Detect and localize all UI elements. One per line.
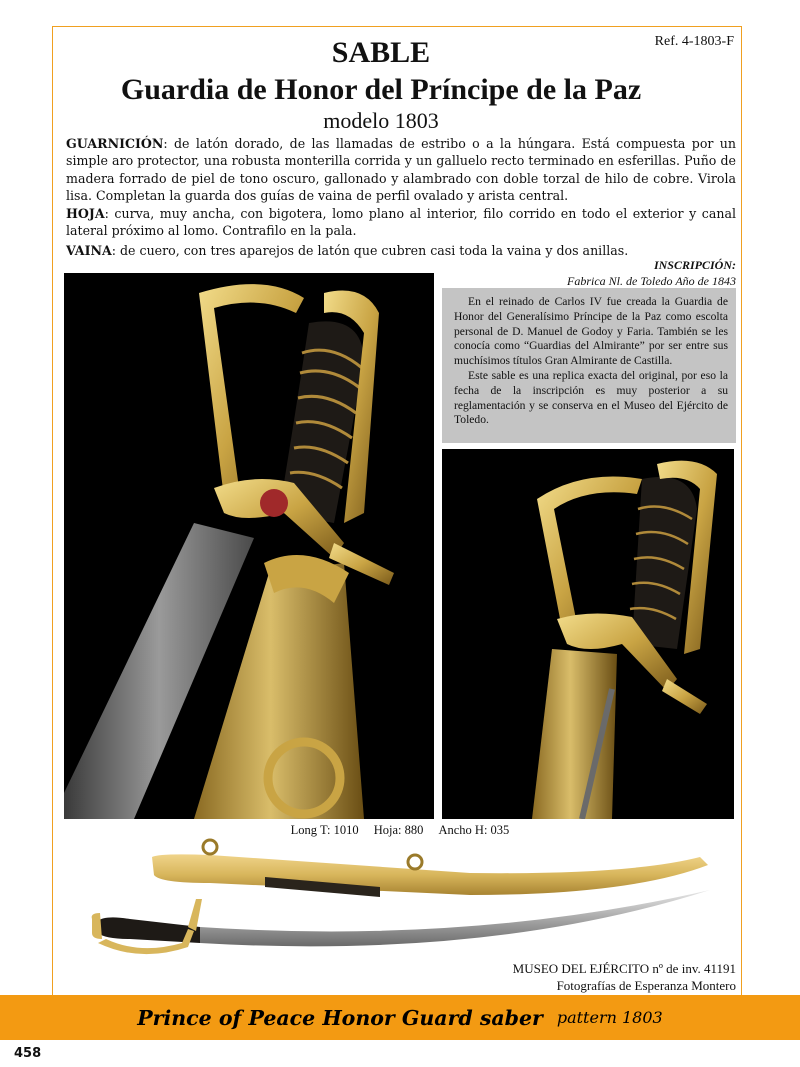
page-number: 458 [14, 1046, 42, 1061]
guarnicion-paragraph [66, 135, 736, 205]
hoja-label: HOJA [66, 205, 105, 221]
hilt-illustration-small [442, 449, 734, 819]
guarnicion-label: GUARNICIÓN [66, 136, 164, 151]
vaina-label: VAINA [66, 243, 112, 259]
museum-inventory: MUSEO DEL EJÉRCITO nº de inv. 41191 [512, 961, 736, 976]
banner-title: Prince of Peace Honor Guard saber [137, 1005, 543, 1030]
banner-subtitle: pattern 1803 [556, 1008, 663, 1027]
inscription [442, 257, 736, 289]
hoja-paragraph [66, 205, 736, 240]
vaina-text: : de cuero, con tres aparejos de latón que cubren casi toda la vaina y dos anillas. [111, 243, 629, 259]
reference-number: Ref. 4-1803-F [654, 34, 734, 49]
full-saber-illustration [70, 835, 750, 965]
history-box [442, 288, 736, 443]
inscription-heading: INSCRIPCIÓN: [653, 258, 736, 272]
hoja-text: : curva, muy ancha, con bigotera, lomo plano al interior, filo corrido en todo el exterior y canal lateral próximo al lomo. Contrafilo en la pala. [66, 205, 736, 239]
blade-length: Hoja: 880 [373, 823, 424, 837]
hilt-photo-large [64, 273, 434, 819]
credits [513, 960, 736, 994]
model-year: modelo 1803 [323, 108, 439, 133]
page-subtitle: Guardia de Honor del Príncipe de la Paz [120, 73, 642, 106]
inscription-text: Fabrica Nl. de Toledo Año de 1843 [567, 274, 736, 288]
guarnicion-text: : de latón dorado, de las llamadas de estribo o a la húngara. Está compuesta por un simple aro protector, una robusta monterilla corrida y un galluelo recto terminado en esferillas. Puño de madera forrado de piel de tono oscuro, gallonado y alambrado con doble torzal de hilo de cobre. Virola lisa. Completan la guarda dos guías de vaina de perfil ovalado y arista central. [66, 136, 736, 204]
history-paragraph-2: Este sable es una replica exacta del original, por eso la fecha de la inscripción es muy posterior a su reglamentación y se conserva en el Museo del Ejército de Toledo. [454, 368, 728, 427]
english-title-banner [0, 995, 800, 1040]
hilt-illustration-large [64, 273, 434, 819]
photo-credit: Fotografías de Esperanza Montero [556, 978, 736, 993]
page-title: SABLE [331, 36, 431, 69]
blade-width: Ancho H: 035 [438, 823, 510, 837]
history-paragraph-1: En el reinado de Carlos IV fue creada la Guardia de Honor del Generalísimo Príncipe de la Paz como escolta personal de D. Manuel de Godoy y Faria. También se les conocía como “Guardias del Almirante” por ser entre sus muchísimos títulos Gran Almirante de Castilla. [454, 295, 728, 368]
hilt-photo-small [442, 449, 734, 819]
total-length: Long T: 1010 [290, 823, 359, 837]
description [66, 135, 736, 260]
